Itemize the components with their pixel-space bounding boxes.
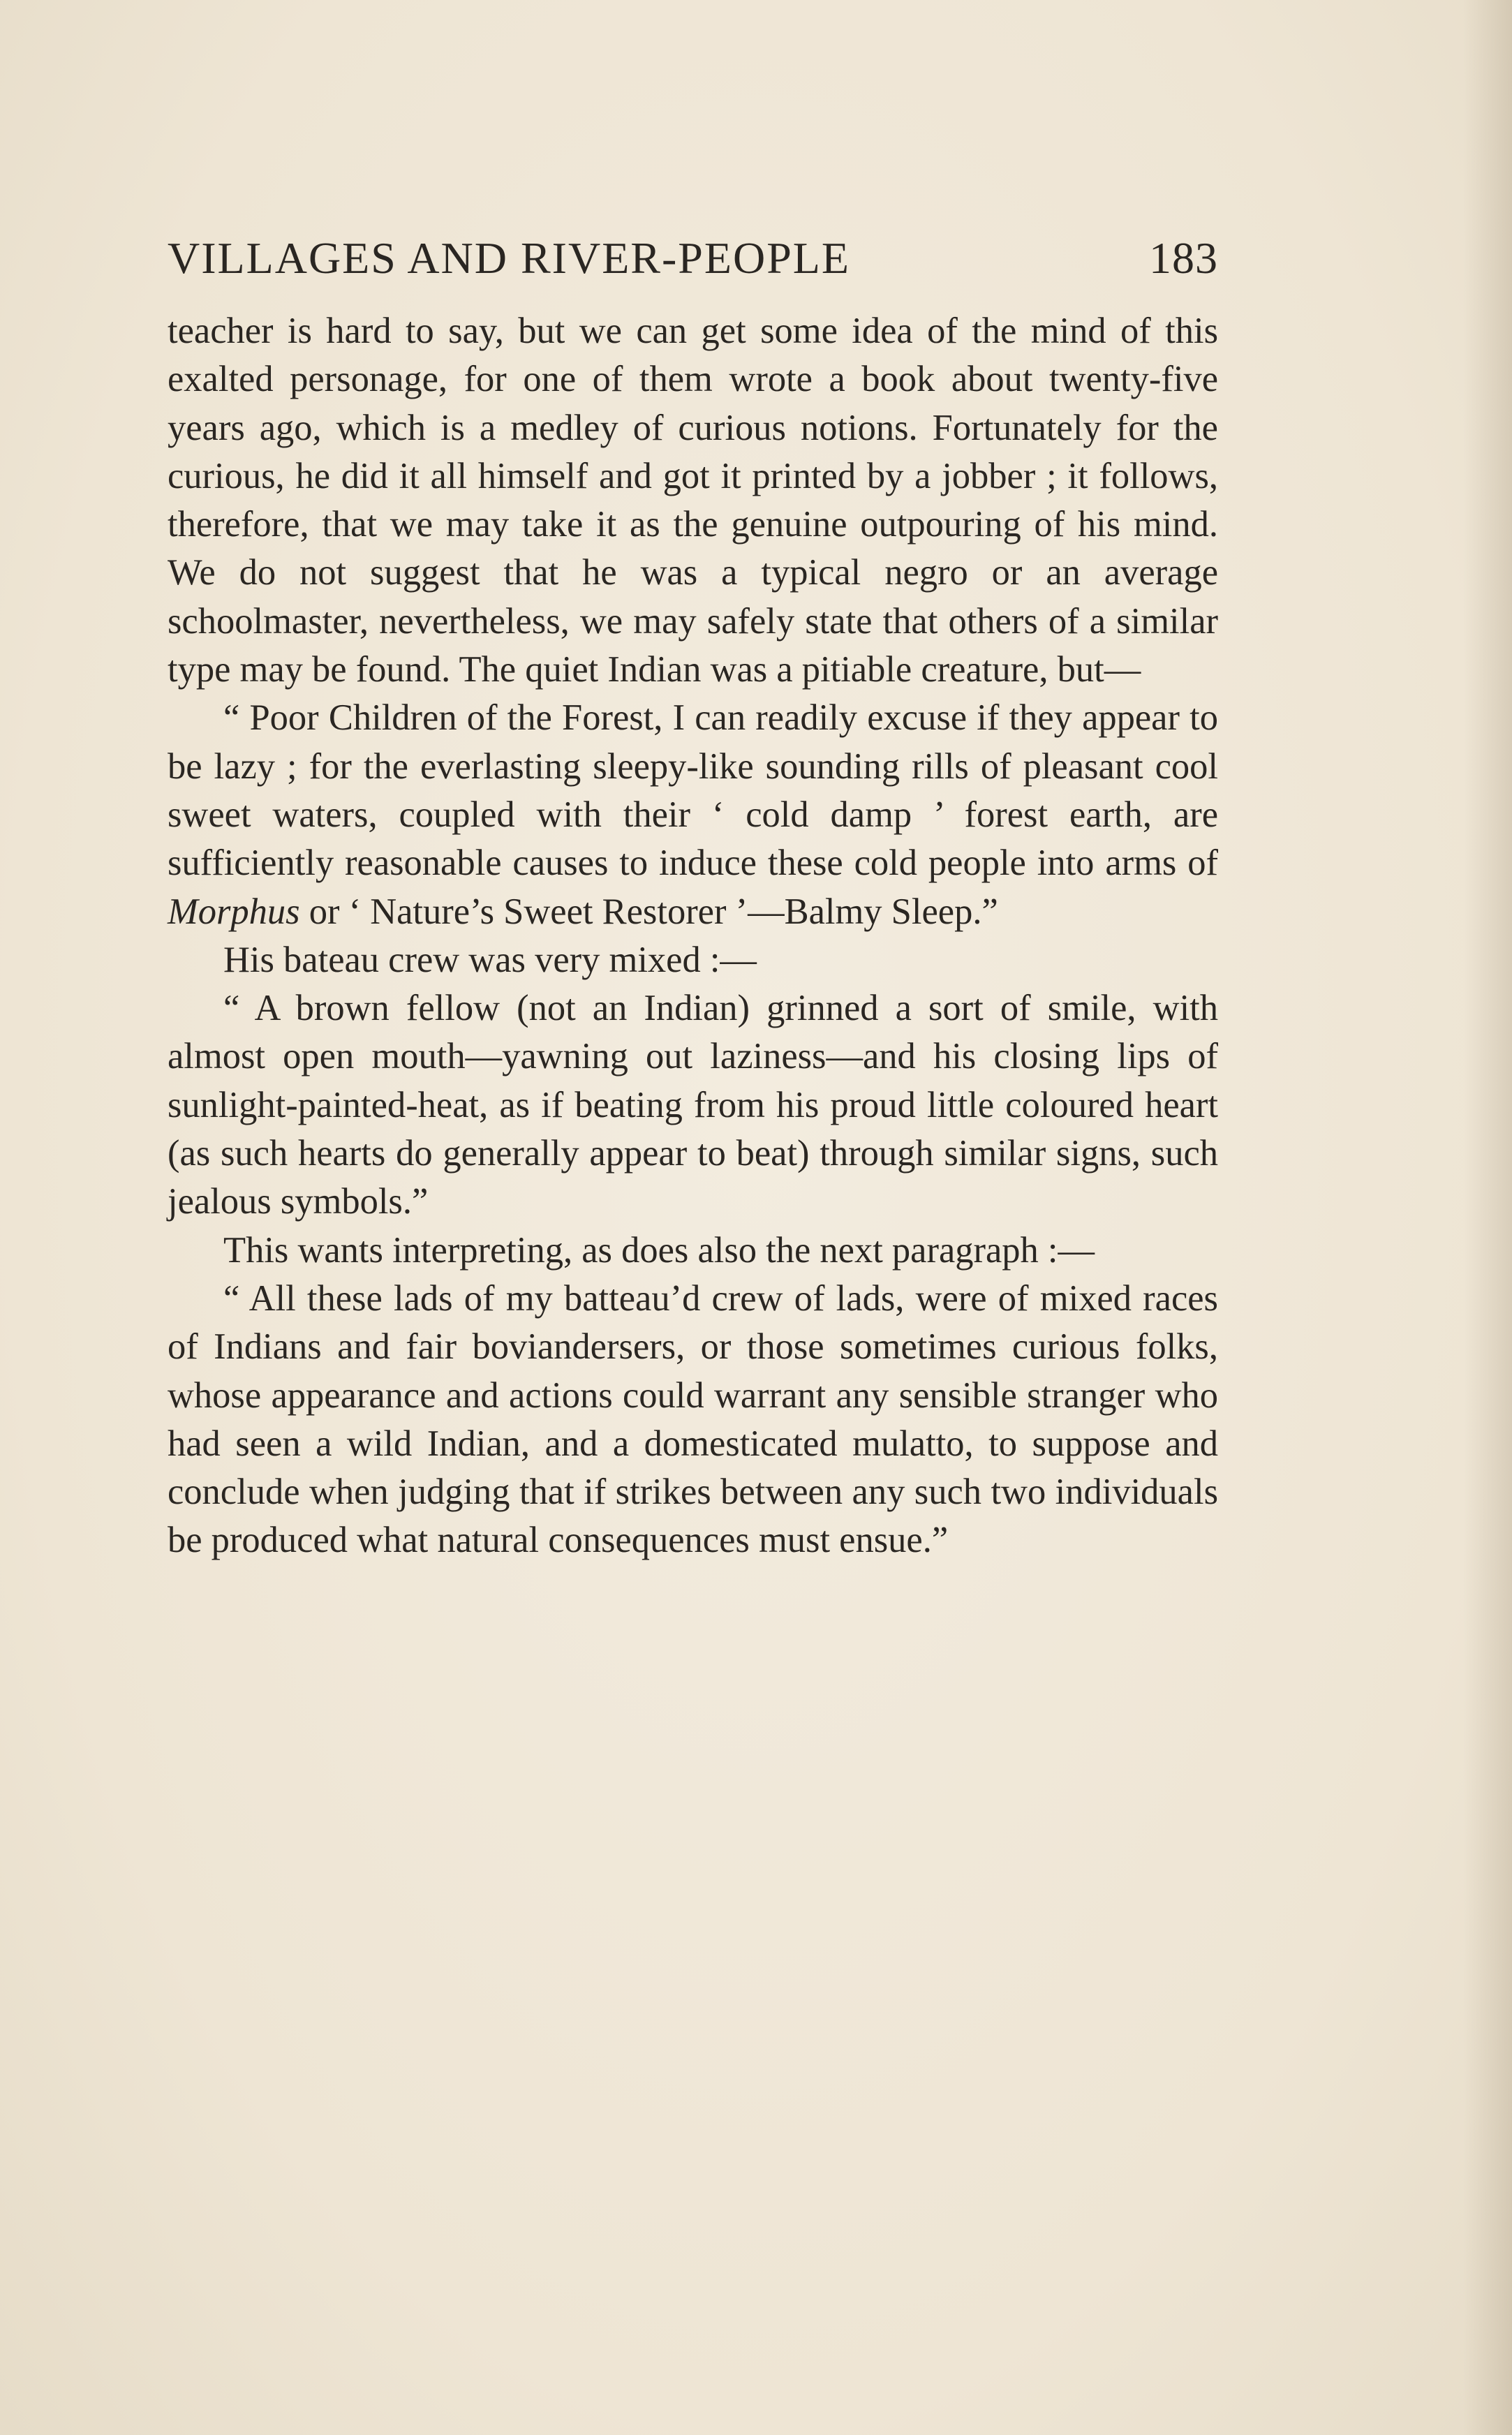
page-number: 183 <box>1149 233 1218 283</box>
paragraph-4-quote: “ A brown fellow (not an Indian) grinned a sort of smile, with almost open mouth—yawning out laziness—and his closing lips of sunlight-painted-heat, as if beating from his proud little coloured heart (as such hearts do generally appear to beat) through similar signs, such jealous symbols.” <box>168 988 1218 1222</box>
paragraph-5: This wants interpreting, as does also the next paragraph :— <box>223 1229 1095 1271</box>
paragraph-2-text-before: “ Poor Children of the Forest, I can readily excuse if they appear to be lazy ; for the everlasting sleepy-like sounding rills of pleasant cool sweet waters, coupled with their ‘ cold damp ’ forest earth, are sufficiently reasonable causes to induce these cold people into arms of <box>168 697 1218 884</box>
page-gutter-shadow <box>1463 0 1512 2435</box>
paragraph-3: His bateau crew was very mixed :— <box>223 939 757 980</box>
paragraph-2-quote <box>168 694 1218 935</box>
running-head <box>168 223 1218 293</box>
paragraph-2-italic-word: Morphus <box>168 891 300 932</box>
page-text-block <box>168 223 1218 1565</box>
paragraph-6-quote: “ All these lads of my batteau’d crew of lads, were of mixed races of Indians and fair boviandersers, or those sometimes curious folks, whose appearance and actions could warrant any sensible stranger who had seen a wild Indian, and a domesticated mulatto, to suppose and conclude when judging that if strikes between any such two individuals be produced what natural consequences must ensue.” <box>168 1278 1218 1561</box>
running-title: VILLAGES AND RIVER-PEOPLE <box>168 233 850 283</box>
paragraph-1: teacher is hard to say, but we can get some idea of the mind of this exalted personage, for one of them wrote a book about twenty-five years ago, which is a medley of curious notions. Fortunately for the curious, he did it all himself and got it printed by a jobber ; it follows, therefore, that we may take it as the genuine outpouring of his mind. We do not suggest that he was a typical negro or an average schoolmaster, nevertheless, we may safely state that others of a similar type may be found. The quiet Indian was a pitiable creature, but— <box>168 311 1218 690</box>
paragraph-2-text-after: or ‘ Nature’s Sweet Restorer ’—Balmy Sleep.” <box>299 891 998 932</box>
